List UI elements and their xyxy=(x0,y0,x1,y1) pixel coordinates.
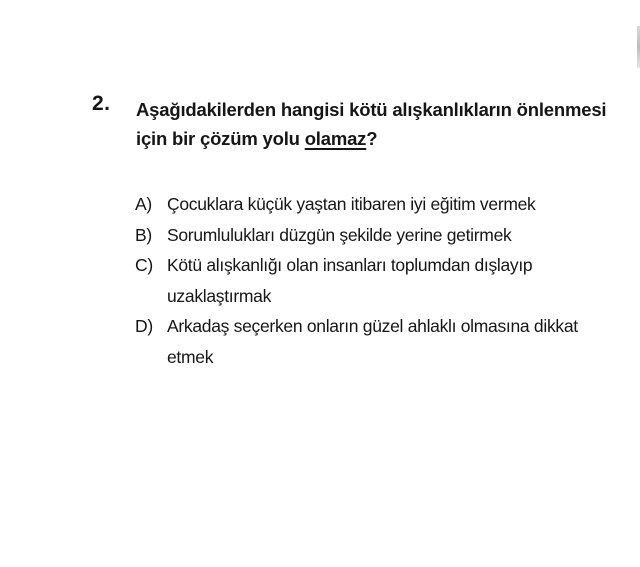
option-letter: D) xyxy=(135,316,153,336)
option-d[interactable] xyxy=(135,311,625,372)
question-text xyxy=(136,95,636,153)
option-text: Sorumlulukları düzgün şekilde yerine getirmek xyxy=(167,224,512,245)
question-underlined-word: olamaz xyxy=(304,128,367,149)
option-c[interactable] xyxy=(135,250,625,311)
option-text: Kötü alışkanlığı olan insanları toplumdan dışlayıp uzaklaştırmak xyxy=(167,255,533,306)
option-letter: B) xyxy=(135,224,152,245)
option-letter: A) xyxy=(135,194,152,214)
question-text-main: Aşağıdakilerden hangisi kötü alışkanlıkların önlenmesi için bir çözüm yolu xyxy=(136,99,607,149)
option-a[interactable] xyxy=(135,189,625,220)
option-text: Arkadaş seçerken onların güzel ahlaklı olmasına dikkat etmek xyxy=(167,316,578,367)
question-number: 2. xyxy=(92,92,111,115)
answer-options xyxy=(135,189,625,372)
option-text: Çocuklara küçük yaştan itibaren iyi eğitim vermek xyxy=(167,194,536,214)
question-text-end: ? xyxy=(366,128,378,149)
option-b[interactable] xyxy=(135,220,625,251)
option-letter: C) xyxy=(135,255,153,275)
